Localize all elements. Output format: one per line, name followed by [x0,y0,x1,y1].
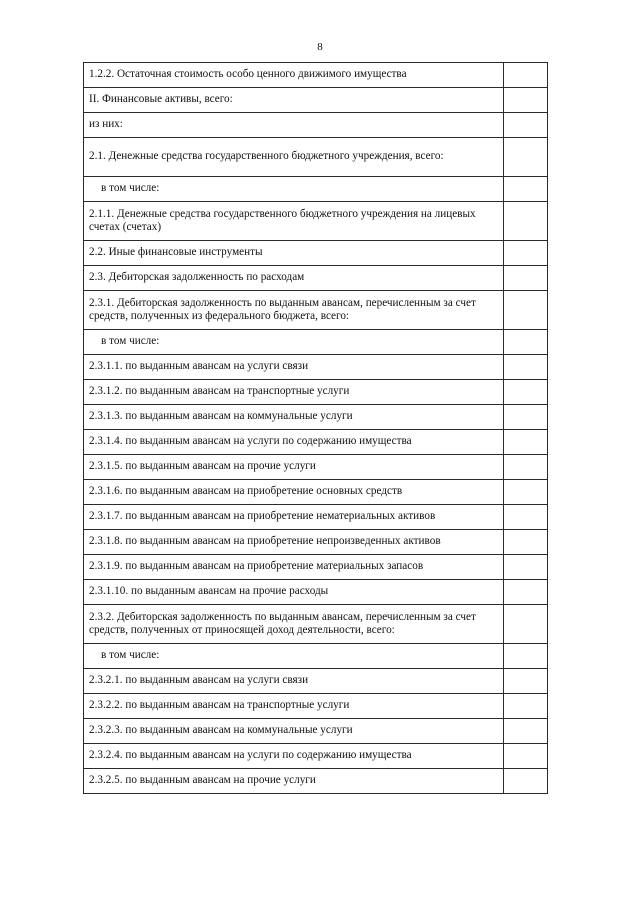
row-value-cell [504,644,548,669]
row-value-cell [504,355,548,380]
row-label: в том числе: [84,330,504,355]
table-row [84,291,548,330]
row-label: 2.3.1.6. по выданным авансам на приобретение основных средств [84,480,504,505]
table-row [84,555,548,580]
row-label: 2.3.2.1. по выданным авансам на услуги связи [84,669,504,694]
row-value-cell [504,266,548,291]
row-label: 1.2.2. Остаточная стоимость особо ценного движимого имущества [84,63,504,88]
row-label: 2.3.1.7. по выданным авансам на приобретение нематериальных активов [84,505,504,530]
row-value-cell [504,202,548,241]
row-label: 2.3.1.4. по выданным авансам на услуги по содержанию имущества [84,430,504,455]
row-value-cell [504,88,548,113]
table-row [84,505,548,530]
row-label: 2.3.2.5. по выданным авансам на прочие услуги [84,769,504,794]
row-value-cell [504,480,548,505]
row-value-cell [504,769,548,794]
row-value-cell [504,580,548,605]
row-label: 2.3.1. Дебиторская задолженность по выданным авансам, перечисленным за счет средств, полученных из федерального бюджета, всего: [84,291,504,330]
table-row [84,113,548,138]
row-label: 2.3.1.1. по выданным авансам на услуги связи [84,355,504,380]
row-label: 2.3.2. Дебиторская задолженность по выданным авансам, перечисленным за счет средств, полученных от приносящей доход деятельности, всего: [84,605,504,644]
row-label: 2.1.1. Денежные средства государственного бюджетного учреждения на лицевых счетах (счетах) [84,202,504,241]
table-row [84,63,548,88]
table-row [84,380,548,405]
row-label: 2.3.2.3. по выданным авансам на коммунальные услуги [84,719,504,744]
table-row [84,644,548,669]
row-label: в том числе: [84,177,504,202]
row-label: 2.3.1.5. по выданным авансам на прочие услуги [84,455,504,480]
row-value-cell [504,177,548,202]
row-label: 2.2. Иные финансовые инструменты [84,241,504,266]
table-row [84,138,548,177]
row-value-cell [504,113,548,138]
table-row [84,355,548,380]
row-value-cell [504,330,548,355]
row-label: 2.3.2.4. по выданным авансам на услуги по содержанию имущества [84,744,504,769]
table-row [84,669,548,694]
row-label: 2.1. Денежные средства государственного бюджетного учреждения, всего: [84,138,504,177]
page-number: 8 [317,41,323,53]
row-value-cell [504,63,548,88]
table-row [84,430,548,455]
row-value-cell [504,430,548,455]
row-value-cell [504,694,548,719]
table-row [84,405,548,430]
row-label: 2.3.1.8. по выданным авансам на приобретение непроизведенных активов [84,530,504,555]
row-label: из них: [84,113,504,138]
row-label: 2.3.1.2. по выданным авансам на транспортные услуги [84,380,504,405]
table-row [84,580,548,605]
table-row [84,480,548,505]
row-value-cell [504,669,548,694]
table-row [84,605,548,644]
table-row [84,719,548,744]
row-label: 2.3.1.10. по выданным авансам на прочие расходы [84,580,504,605]
table-body [84,63,548,794]
row-value-cell [504,380,548,405]
table-row [84,744,548,769]
row-value-cell [504,291,548,330]
row-label: в том числе: [84,644,504,669]
row-label: 2.3.2.2. по выданным авансам на транспортные услуги [84,694,504,719]
financial-assets-table [83,62,548,794]
row-value-cell [504,505,548,530]
row-label: 2.3.1.3. по выданным авансам на коммунальные услуги [84,405,504,430]
table-row [84,330,548,355]
row-label: II. Финансовые активы, всего: [84,88,504,113]
row-value-cell [504,455,548,480]
row-label: 2.3. Дебиторская задолженность по расходам [84,266,504,291]
table-row [84,241,548,266]
row-value-cell [504,605,548,644]
row-value-cell [504,555,548,580]
table-row [84,694,548,719]
row-value-cell [504,719,548,744]
table-row [84,769,548,794]
table-row [84,177,548,202]
row-value-cell [504,241,548,266]
table-row [84,530,548,555]
table-row [84,266,548,291]
row-value-cell [504,405,548,430]
row-value-cell [504,744,548,769]
row-value-cell [504,138,548,177]
row-value-cell [504,530,548,555]
table-row [84,88,548,113]
table-row [84,455,548,480]
row-label: 2.3.1.9. по выданным авансам на приобретение материальных запасов [84,555,504,580]
table-row [84,202,548,241]
